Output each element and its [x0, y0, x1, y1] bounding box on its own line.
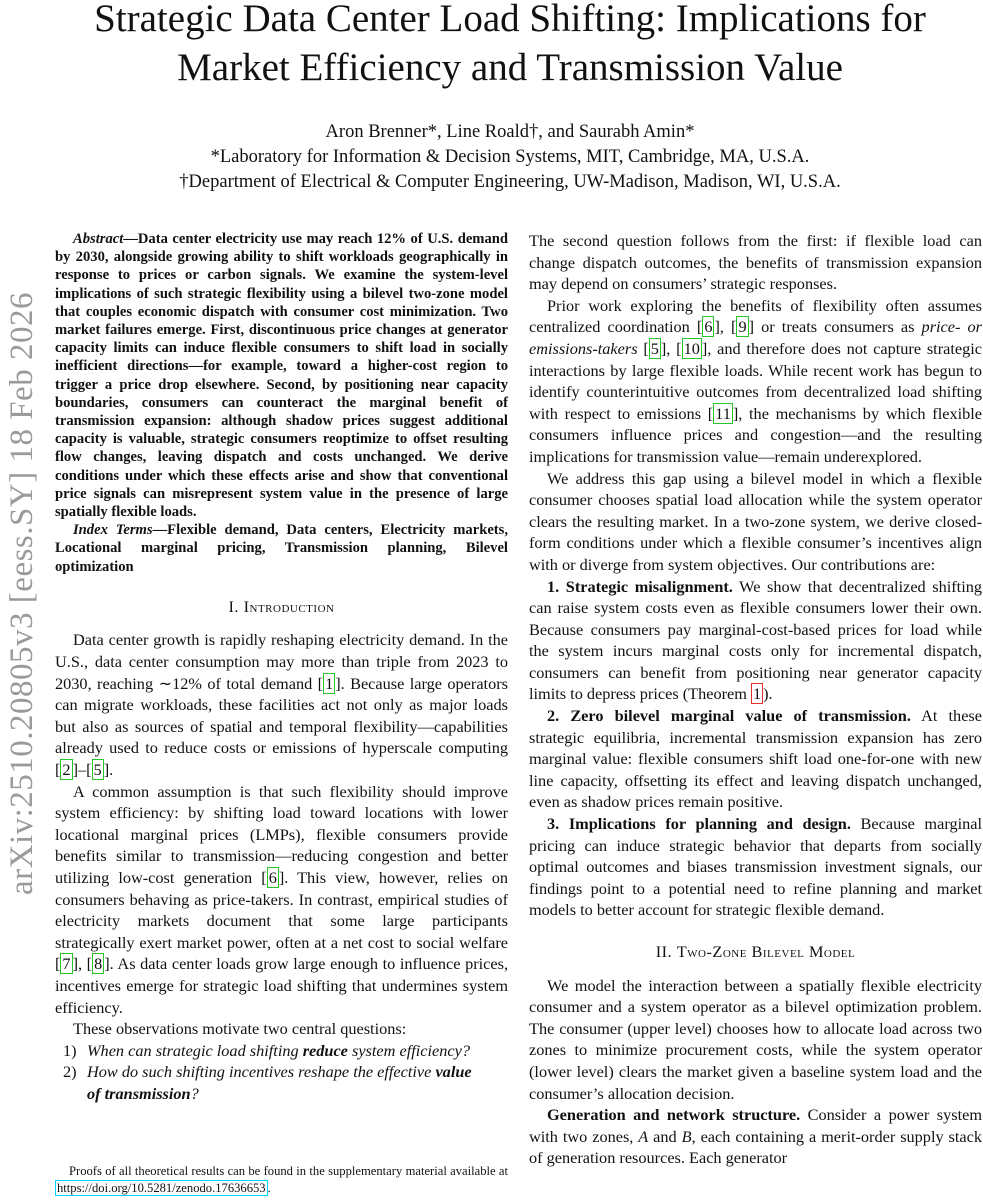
- contribution-1: [529, 576, 982, 706]
- intro-paragraph-1: Data center growth is rapidly reshaping electricity demand. In the U.S., data center consumption may more than triple from 2023 to 2030, reaching ∼12% of total demand [ 1 ]. Because large operators can migrate workloads, these facilities act not only as major loads but also as sources of spatial and temporal flexibility—capabilities already used to reduce costs or emissions of hyperscale computing [ 2 ]–[ 5 ].: [55, 630, 508, 780]
- doi-link[interactable]: https://doi.org/10.5281/zenodo.17636653: [57, 1181, 266, 1195]
- section-number: II.: [655, 942, 673, 961]
- text-run: We show that decentralized shifting can raise system costs even as flexible consumers lower their own. Because consumers pay marginal-cost-based prices for load while the system incurs marginal costs only for incremental dispatch, consumers can benefit from positioning near generator capacity limits to depress prices (Theorem: [529, 576, 982, 704]
- text-run: .: [267, 1181, 271, 1195]
- contribution-2: [529, 705, 982, 813]
- author-names: Aron Brenner*, Line Roald†, and Saurabh Amin*: [325, 122, 695, 142]
- section-title: Two-Zone Bilevel Model: [676, 942, 856, 961]
- contribution-label: 3. Implications for planning and design.: [547, 814, 851, 834]
- text-run: or treats consumers as: [754, 317, 922, 337]
- text-run: Proofs of all theoretical results can be found in the supplementary material available at: [69, 1164, 508, 1178]
- zone-symbol: A: [638, 1126, 649, 1146]
- text-run: ,: [666, 338, 677, 358]
- citation-link[interactable]: 10: [683, 338, 700, 358]
- left-column: [55, 230, 508, 1105]
- citation-link[interactable]: 5: [650, 338, 659, 358]
- text-run: ?: [190, 1083, 199, 1103]
- affiliation-uw: †Department of Electrical & Computer Engineering, UW-Madison, Madison, WI, U.S.A.: [179, 172, 841, 192]
- text-run: –: [77, 760, 87, 780]
- right-paragraph-3: We address this gap using a bilevel model in which a flexible consumer chooses spatial load allocation while the system operator clears the resulting market. In a two-zone system, we derive closed-form conditions under which a flexible consumer’s incentives align with or diverge from system objectives. Our contributions are:: [529, 468, 982, 574]
- right-column: [529, 230, 982, 1169]
- index-terms: [55, 521, 508, 576]
- text-run: How do such shifting incentives reshape the effective: [87, 1062, 436, 1082]
- text-run: When can strategic load shifting: [87, 1040, 303, 1060]
- zone-symbol: B: [681, 1126, 692, 1146]
- section-number: I.: [228, 596, 240, 616]
- text-run: and: [648, 1126, 682, 1146]
- text-run: , the mechanisms by which flexible consumers influence prices and congestion—and the resulting implications for transmission value—remain underexplored.: [529, 403, 983, 466]
- text-run: Because marginal pricing can induce strategic behavior that departs from socially optimal outcomes and biases transmission investment signals, our findings point to a potential need to refine planning and market models to better account for strategic flexible demand.: [529, 814, 982, 920]
- text-run: Data center growth is rapidly reshaping electricity demand. In the U.S., data center consumption may more than triple from 2023 to 2030, reaching ∼12% of total demand: [55, 630, 508, 693]
- paper-title: Strategic Data Center Load Shifting: Implications for Market Efficiency and Transmission Value: [94, 0, 926, 89]
- abstract: [55, 230, 508, 521]
- index-terms-label: Index Terms: [73, 522, 153, 539]
- text-run: ,: [719, 317, 732, 337]
- text-run: . This view, however, relies on consumers behaving as price-takers. In contrast, empirical studies of electricity markets document that some large participants strategically exert market power, often at a net cost to social welfare: [55, 867, 508, 952]
- text-run: A common assumption is that such flexibility should improve system efficiency: by shifting load toward locations with lower locational marginal prices (LMPs), flexible consumers provide benefits similar to transmission—reducing congestion and better utilizing low-cost generation: [55, 781, 508, 887]
- citation-link[interactable]: 1: [325, 673, 334, 693]
- text-run-bold: reduce: [302, 1040, 348, 1060]
- contribution-label: 1. Strategic misalignment.: [547, 576, 733, 596]
- right-paragraph-1: The second question follows from the first: if flexible load can change dispatch outcomes, the benefits of transmission expansion may depend on consumers’ strategic responses.: [529, 231, 982, 294]
- question-1: [63, 1040, 508, 1062]
- abstract-label: Abstract: [73, 231, 124, 247]
- text-run: Prior work exploring the benefits of flexibility often assumes centralized coordination: [529, 295, 982, 337]
- contribution-3: [529, 813, 982, 921]
- question-text: [87, 1061, 477, 1104]
- citation-link[interactable]: 6: [704, 317, 713, 337]
- intro-paragraph-2: A common assumption is that such flexibility should improve system efficiency: by shifting load toward locations with lower locational marginal prices (LMPs), flexible consumers provide benefits similar to transmission—reducing congestion and better utilizing low-cost generation [ 6 ]. This view, however, relies on consumers behaving as price-takers. In contrast, empirical studies of electricity markets document that some large participants strategically exert market power, often at a net cost to social welfare [ 7 ], [ 8 ]. As data center loads grow large enough to influence prices, incentives emerge for strategic load shifting that undermines system efficiency.: [55, 781, 509, 1017]
- model-paragraph-1: We model the interaction between a spatially flexible electricity consumer and a system operator as a bilevel optimization problem. The consumer (upper level) chooses how to allocate load across two zones to minimize procurement costs, while the system operator (lower level) clears the market given a baseline system load and the consumer’s allocation decision.: [529, 975, 982, 1103]
- citation-link[interactable]: 9: [738, 317, 747, 337]
- citation-link[interactable]: 6: [268, 867, 277, 887]
- text-run: ).: [763, 684, 773, 704]
- question-number: 2): [63, 1062, 77, 1082]
- text-run: , each containing a merit-order supply stack of generation resources. Each generator: [529, 1126, 982, 1168]
- text-run: . Because large operators can migrate workloads, these facilities act not only as major loads but also as sources of spatial and temporal flexibility—capabilities already used to reduce costs or emissions of hyperscale computing: [55, 673, 508, 758]
- affiliation-mit: *Laboratory for Information & Decision Systems, MIT, Cambridge, MA, U.S.A.: [210, 147, 810, 167]
- theorem-link[interactable]: 1: [753, 684, 762, 704]
- text-run: .: [109, 760, 114, 780]
- citation-link[interactable]: 5: [93, 760, 102, 780]
- abstract-text: —Data center electricity use may reach 12% of U.S. demand by 2030, alongside growing ability to shift workloads geographically in response to prices or carbon signals. We examine the system-level implications of such strategic flexibility using a bilevel two-zone model that couples economic dispatch with consumer cost minimization. Two market failures emerge. First, discontinuous price changes at generator capacity limits can induce flexible consumers to shift load in socially inefficient directions—for example, toward a higher-cost region to trigger a price drop elsewhere. Second, by positioning near capacity boundaries, consumers can counteract the marginal benefit of transmission expansion: although shadow prices suggest additional capacity is valuable, strategic consumers reoptimize to offset resulting flow changes, leaving dispatch and costs unchanged. We derive conditions under which these effects arise and show that conventional price signals can misrepresent system value in the presence of large spatially flexible loads.: [55, 231, 508, 521]
- question-2: [63, 1061, 508, 1104]
- footnote: [55, 1163, 508, 1197]
- arxiv-identifier: arXiv:2510.20805v3 [eess.SY] 18 Feb 2026: [4, 292, 40, 895]
- question-text: [87, 1040, 477, 1062]
- citation-link[interactable]: 7: [62, 954, 71, 974]
- index-terms-text: —Flexible demand, Data centers, Electricity markets, Locational marginal pricing, Transmission planning, Bilevel optimization: [55, 522, 508, 575]
- text-run-bold: value of transmission: [87, 1062, 472, 1103]
- section-title: Introduction: [243, 596, 335, 616]
- text-run: ,: [77, 954, 87, 974]
- contribution-label: 2. Zero bilevel marginal value of transmission.: [547, 706, 911, 726]
- text-run: , and therefore does not capture strategic interactions by large flexible loads. While recent work has begun to identify counterintuitive outcomes from decentralized load shifting with respect to emissions: [529, 338, 982, 423]
- paragraph-label: Generation and network structure.: [547, 1105, 801, 1125]
- citation-link[interactable]: 11: [715, 403, 731, 423]
- question-number: 1): [63, 1040, 77, 1060]
- model-paragraph-2: [529, 1104, 982, 1169]
- section-heading-model: [529, 941, 982, 963]
- text-run-italic: price- or emissions-takers: [529, 317, 982, 358]
- section-heading-introduction: [55, 596, 508, 618]
- author-block: [60, 120, 960, 195]
- intro-paragraph-3: These observations motivate two central questions:: [73, 1019, 407, 1039]
- text-run: . As data center loads grow large enough to influence prices, incentives emerge for strategic load shifting that undermines system efficiency.: [55, 954, 509, 1017]
- right-paragraph-2: Prior work exploring the benefits of flexibility often assumes centralized coordination [ 6 ], [ 9 ] or treats consumers as price- or emissions-takers [ 5 ], [ 10 ], and therefore does not capture strategic interactions by large flexible loads. While recent work has begun to identify counterintuitive outcomes from decentralized load shifting with respect to emissions [ 11 ], the mechanisms by which flexible consumers influence prices and congestion—and the resulting implications for transmission value—remain underexplored.: [529, 295, 983, 466]
- citation-link[interactable]: 8: [94, 954, 103, 974]
- citation-link[interactable]: 2: [62, 760, 71, 780]
- text-run: Consider a power system with two zones,: [529, 1105, 982, 1146]
- text-run: system efficiency?: [347, 1040, 470, 1060]
- text-run: At these strategic equilibria, incremental transmission expansion has zero marginal value: flexible consumers shift load one-for-one with new line capacity, offsetting its effect and leaving dispatch unchanged, even as shadow prices remain positive.: [529, 706, 982, 812]
